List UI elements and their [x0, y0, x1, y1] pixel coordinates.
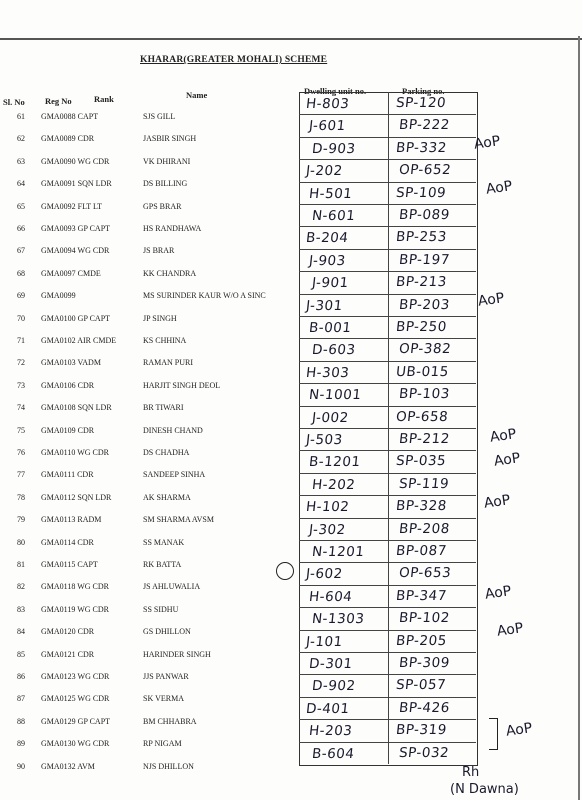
sl-no-cell: 73: [17, 381, 25, 390]
reg-rank-cell: GMA0113 RADM: [41, 515, 102, 524]
dwelling-unit-cell: J-101: [305, 634, 344, 650]
grid-line: [299, 316, 476, 317]
sl-no-cell: 67: [17, 246, 25, 255]
reg-rank-cell: GMA0115 CAPT: [41, 560, 98, 569]
reg-rank-cell: GMA0102 AIR CMDE: [41, 336, 117, 345]
parking-cell: BP-347: [395, 588, 448, 604]
dwelling-unit-cell: D-902: [311, 678, 357, 694]
parking-cell: SP-109: [395, 185, 447, 201]
reg-rank-cell: GMA0119 WG CDR: [41, 605, 110, 614]
parking-cell: UB-015: [395, 364, 450, 380]
reg-rank-cell: GMA0106 CDR: [41, 381, 95, 390]
header-dwelling-unit: Dwelling unit no.: [304, 86, 367, 96]
sl-no-cell: 83: [17, 605, 25, 614]
name-cell: DINESH CHAND: [143, 426, 203, 435]
dwelling-unit-cell: D-603: [311, 342, 357, 358]
grid-line: [299, 518, 476, 519]
dwelling-unit-cell: H-604: [308, 589, 354, 605]
reg-rank-cell: GMA0093 GP CAPT: [41, 224, 111, 233]
dwelling-unit-cell: J-602: [305, 566, 344, 582]
sl-no-cell: 78: [17, 493, 25, 502]
reg-rank-cell: GMA0132 AVM: [41, 762, 95, 771]
table-row: [0, 381, 582, 405]
grid-line: [299, 159, 476, 160]
parking-cell: BP-253: [395, 229, 448, 245]
aop-note-76: AoP: [489, 426, 518, 446]
sl-no-cell: 70: [17, 314, 25, 323]
aop-note-65: AoP: [485, 178, 514, 198]
reg-rank-cell: GMA0091 SQN LDR: [41, 179, 112, 188]
name-cell: DS BILLING: [143, 179, 188, 188]
sl-no-cell: 68: [17, 269, 25, 278]
dwelling-unit-cell: N-1303: [311, 611, 366, 627]
dwelling-unit-cell: J-202: [305, 163, 344, 179]
sl-no-cell: 77: [17, 470, 25, 479]
name-cell: JS AHLUWALIA: [143, 582, 201, 591]
sl-no-cell: 61: [17, 112, 25, 121]
table-row: [0, 650, 582, 674]
sl-no-cell: 74: [17, 403, 25, 412]
table-row: [0, 515, 582, 539]
aop-note-88-89: AoP: [505, 720, 534, 740]
aop-note-79: AoP: [483, 492, 512, 512]
dwelling-unit-cell: B-204: [305, 230, 350, 246]
dwelling-unit-cell: H-102: [305, 499, 351, 515]
name-cell: HS RANDHAWA: [143, 224, 202, 233]
dwelling-unit-cell: J-302: [308, 522, 347, 538]
header-name: Name: [186, 90, 208, 100]
aop-note-77: AoP: [493, 450, 522, 470]
dwelling-unit-cell: B-1201: [308, 454, 362, 470]
table-row: [0, 224, 582, 248]
parking-cell: BP-103: [398, 386, 451, 402]
sl-no-cell: 66: [17, 224, 25, 233]
margin-circle-mark: [276, 562, 294, 580]
document-title: KHARAR(GREATER MOHALI) SCHEME: [140, 55, 328, 65]
bracket-88-89: [489, 718, 498, 750]
parking-cell: BP-205: [395, 633, 448, 649]
name-cell: MS SURINDER KAUR W/O A SINC: [143, 291, 266, 300]
reg-rank-cell: GMA0130 WG CDR: [41, 739, 110, 748]
parking-cell: OP-382: [398, 341, 452, 357]
table-row: [0, 694, 582, 718]
name-cell: NJS DHILLON: [143, 762, 194, 771]
table-row: [0, 672, 582, 696]
name-cell: RAMAN PURI: [143, 358, 194, 367]
sl-no-cell: 64: [17, 179, 25, 188]
initials-mark: Rh: [462, 765, 480, 780]
dwelling-unit-cell: N-601: [311, 208, 357, 224]
parking-cell: OP-653: [398, 565, 452, 581]
grid-line: [299, 495, 476, 496]
grid-line: [299, 630, 476, 631]
table-row: [0, 403, 582, 427]
grid-line: [299, 226, 476, 227]
sl-no-cell: 69: [17, 291, 25, 300]
dwelling-unit-cell: D-301: [308, 656, 354, 672]
reg-rank-cell: GMA0111 CDR: [41, 470, 94, 479]
dwelling-unit-cell: B-001: [308, 320, 353, 336]
reg-rank-cell: GMA0118 WG CDR: [41, 582, 110, 591]
grid-line: [299, 719, 476, 720]
header-sl-no: Sl. No: [3, 97, 25, 107]
sl-no-cell: 72: [17, 358, 25, 367]
table-row: [0, 358, 582, 382]
name-cell: HARJIT SINGH DEOL: [143, 381, 221, 390]
dwelling-unit-cell: J-002: [311, 410, 350, 426]
reg-rank-cell: GMA0123 WG CDR: [41, 672, 110, 681]
grid-line: [299, 450, 476, 451]
name-cell: KS CHHINA: [143, 336, 187, 345]
dwelling-unit-cell: H-203: [308, 723, 354, 739]
dwelling-unit-cell: H-202: [311, 477, 357, 493]
page-top-edge: [0, 38, 582, 40]
reg-rank-cell: GMA0094 WG CDR: [41, 246, 110, 255]
sl-no-cell: 84: [17, 627, 25, 636]
dwelling-unit-cell: D-401: [305, 701, 351, 717]
name-cell: RK BATTA: [143, 560, 182, 569]
name-cell: BR TIWARI: [143, 403, 184, 412]
grid-line: [299, 585, 476, 586]
name-cell: GS DHILLON: [143, 627, 191, 636]
reg-rank-cell: GMA0125 WG CDR: [41, 694, 110, 703]
aop-note-63: AoP: [473, 133, 502, 153]
table-row: [0, 157, 582, 181]
name-cell: RP NIGAM: [143, 739, 182, 748]
aop-note-83: AoP: [484, 583, 513, 603]
reg-rank-cell: GMA0109 CDR: [41, 426, 95, 435]
sl-no-cell: 80: [17, 538, 25, 547]
sl-no-cell: 76: [17, 448, 25, 457]
parking-cell: BP-309: [398, 655, 451, 671]
parking-cell: BP-208: [398, 521, 451, 537]
table-row: [0, 605, 582, 629]
table-row: [0, 112, 582, 136]
reg-rank-cell: GMA0092 FLT LT: [41, 202, 103, 211]
grid-line: [299, 406, 476, 407]
parking-cell: SP-119: [398, 476, 450, 492]
grid-line: [299, 383, 476, 384]
parking-cell: BP-213: [395, 274, 448, 290]
dwelling-unit-cell: B-604: [311, 746, 356, 762]
reg-rank-cell: GMA0108 SQN LDR: [41, 403, 112, 412]
sl-no-cell: 63: [17, 157, 25, 166]
name-cell: BM CHHABRA: [143, 717, 197, 726]
name-cell: SS SIDHU: [143, 605, 179, 614]
parking-cell: BP-197: [398, 252, 451, 268]
parking-cell: BP-212: [398, 431, 451, 447]
name-cell: SANDEEP SINHA: [143, 470, 206, 479]
dwelling-unit-cell: H-303: [305, 365, 351, 381]
reg-rank-cell: GMA0088 CAPT: [41, 112, 99, 121]
parking-cell: BP-319: [395, 722, 448, 738]
parking-cell: BP-250: [395, 319, 448, 335]
dwelling-unit-cell: J-301: [305, 298, 344, 314]
grid-line: [299, 742, 476, 743]
dwelling-unit-cell: D-903: [311, 141, 357, 157]
reg-rank-cell: GMA0103 VADM: [41, 358, 101, 367]
grid-line: [299, 674, 476, 675]
grid-line: [299, 540, 476, 541]
reg-rank-cell: GMA0100 GP CAPT: [41, 314, 111, 323]
header-parking: Parking no.: [402, 86, 445, 96]
grid-line: [299, 204, 476, 205]
parking-cell: OP-652: [398, 162, 452, 178]
sl-no-cell: 65: [17, 202, 25, 211]
reg-rank-cell: GMA0089 CDR: [41, 134, 95, 143]
grid-line: [299, 182, 476, 183]
name-cell: JASBIR SINGH: [143, 134, 197, 143]
parking-cell: SP-035: [395, 453, 447, 469]
sl-no-cell: 62: [17, 134, 25, 143]
table-row: [0, 627, 582, 651]
header-reg-no: Reg No: [45, 96, 72, 106]
grid-line: [299, 562, 476, 563]
reg-rank-cell: GMA0121 CDR: [41, 650, 95, 659]
grid-line: [299, 249, 476, 250]
reg-rank-cell: GMA0110 WG CDR: [41, 448, 110, 457]
grid-line: [299, 361, 476, 362]
name-cell: JJS PANWAR: [143, 672, 189, 681]
parking-cell: BP-222: [398, 117, 451, 133]
dwelling-unit-cell: H-501: [308, 186, 354, 202]
sl-no-cell: 79: [17, 515, 25, 524]
dwelling-unit-cell: N-1201: [311, 544, 366, 560]
grid-line: [299, 271, 476, 272]
name-cell: SJS GILL: [143, 112, 176, 121]
parking-cell: SP-120: [395, 95, 447, 111]
parking-cell: BP-089: [398, 207, 451, 223]
parking-cell: BP-087: [395, 543, 448, 559]
name-cell: JP SINGH: [143, 314, 177, 323]
reg-rank-cell: GMA0129 GP CAPT: [41, 717, 111, 726]
sl-no-cell: 82: [17, 582, 25, 591]
sl-no-cell: 85: [17, 650, 25, 659]
name-cell: KK CHANDRA: [143, 269, 197, 278]
sl-no-cell: 87: [17, 694, 25, 703]
dwelling-unit-cell: J-903: [308, 253, 347, 269]
grid-line: [299, 294, 476, 295]
reg-rank-cell: GMA0097 CMDE: [41, 269, 101, 278]
grid-line: [299, 697, 476, 698]
sl-no-cell: 81: [17, 560, 25, 569]
dwelling-unit-cell: J-901: [311, 275, 350, 291]
table-row: [0, 538, 582, 562]
name-cell: HARINDER SINGH: [143, 650, 211, 659]
reg-rank-cell: GMA0112 SQN LDR: [41, 493, 112, 502]
parking-cell: BP-332: [395, 140, 448, 156]
name-cell: DS CHADHA: [143, 448, 190, 457]
signature: (N Dawna): [450, 782, 519, 797]
table-row: [0, 470, 582, 494]
grid-line: [299, 338, 476, 339]
grid-line: [299, 607, 476, 608]
reg-rank-cell: GMA0099: [41, 291, 76, 300]
sl-no-cell: 86: [17, 672, 25, 681]
parking-cell: OP-658: [395, 409, 449, 425]
grid-line: [299, 114, 476, 115]
name-cell: GPS BRAR: [143, 202, 182, 211]
dwelling-unit-cell: H-803: [305, 96, 351, 112]
table-row: [0, 202, 582, 226]
name-cell: SS MANAK: [143, 538, 185, 547]
grid-line: [299, 473, 476, 474]
dwelling-unit-cell: J-601: [308, 118, 347, 134]
table-row: [0, 269, 582, 293]
name-cell: SM SHARMA AVSM: [143, 515, 214, 524]
aop-note-85: AoP: [496, 620, 525, 640]
table-row: [0, 246, 582, 270]
parking-cell: BP-203: [398, 297, 451, 313]
dwelling-unit-cell: N-1001: [308, 387, 363, 403]
name-cell: AK SHARMA: [143, 493, 191, 502]
parking-cell: BP-426: [398, 700, 451, 716]
sl-no-cell: 90: [17, 762, 25, 771]
parking-cell: BP-328: [395, 498, 448, 514]
grid-line: [299, 137, 476, 138]
parking-cell: SP-032: [398, 745, 450, 761]
name-cell: VK DHIRANI: [143, 157, 191, 166]
aop-note-70: AoP: [477, 290, 506, 310]
grid-line: [299, 652, 476, 653]
name-cell: SK VERMA: [143, 694, 184, 703]
parking-cell: BP-102: [398, 610, 451, 626]
grid-line: [299, 428, 476, 429]
reg-rank-cell: GMA0090 WG CDR: [41, 157, 110, 166]
parking-cell: SP-057: [395, 677, 447, 693]
table-row: [0, 314, 582, 338]
reg-rank-cell: GMA0114 CDR: [41, 538, 94, 547]
header-rank: Rank: [94, 94, 114, 104]
dwelling-unit-cell: J-503: [305, 432, 344, 448]
name-cell: JS BRAR: [143, 246, 175, 255]
sl-no-cell: 89: [17, 739, 25, 748]
sl-no-cell: 71: [17, 336, 25, 345]
sl-no-cell: 88: [17, 717, 25, 726]
reg-rank-cell: GMA0120 CDR: [41, 627, 95, 636]
sl-no-cell: 75: [17, 426, 25, 435]
table-row: [0, 336, 582, 360]
